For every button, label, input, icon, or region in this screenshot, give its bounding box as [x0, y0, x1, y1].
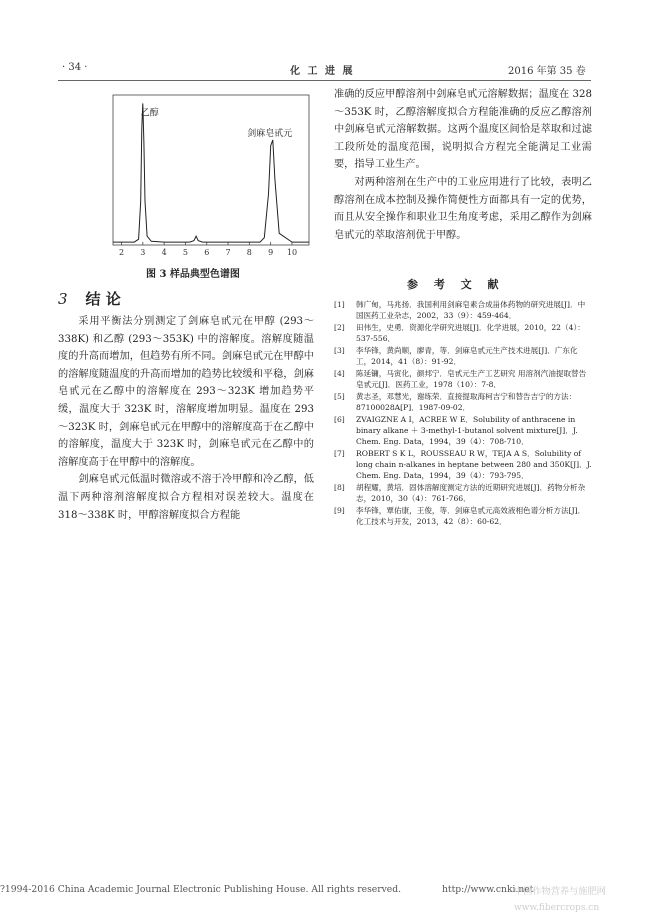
x-tick-label: 5 — [182, 248, 188, 257]
reference-number: [4] — [334, 369, 345, 378]
page-number: · 34 · — [62, 62, 88, 73]
x-tick-label: 3 — [140, 248, 146, 257]
reference-text: 韩广甸，马兆扬．我国利用剑麻皂素合成甾体药物的研究进展[J]．中国医药工业杂志，2002，33（9）：459-464． — [356, 300, 586, 320]
right-column — [334, 86, 592, 244]
reference-text: 陈延镛，马寅化，颜邦宁．皂甙元生产工艺研究 用溶剂汽油提取替告皂甙元[J]．医药工业，1978（10）：7-8． — [356, 369, 587, 389]
chromatogram-trace — [113, 103, 309, 242]
reference-number: [9] — [334, 506, 345, 515]
reference-item — [334, 368, 592, 390]
paragraph: 准确的反应甲醇溶剂中剑麻皂甙元溶解数据；温度在 328～353K 时，乙醇溶解度拟合方程能准确的反应乙醇溶剂中剑麻皂甙元溶解数据。这两个温度区间恰是萃取和过滤工段所处的温度范围，说明拟合方程完全能满足工业需要，指导工业生产。 — [334, 89, 592, 171]
peak-label-ethanol: 乙醇 — [140, 108, 159, 119]
reference-item — [334, 505, 592, 527]
reference-text: ROBERT S K L，ROUSSEAU R W，TEJA A S．Solubility of long chain n-alkanes in heptane between 280 and 350K[J]．J. Chem. Eng. Data，1994，39（4）：793-795． — [356, 449, 592, 480]
reference-number: [5] — [334, 392, 345, 401]
x-tick-label: 7 — [225, 248, 231, 257]
journal-name: 化 工 进 展 — [290, 66, 355, 77]
chromatogram-svg — [103, 93, 316, 257]
paragraph: 对两种溶剂在生产中的工业应用进行了比较，表明乙醇溶剂在成本控制及操作简便性方面都具有一定的优势，而且从安全操作和职业卫生角度考虑，采用乙醇作为剑麻皂甙元的萃取溶剂优于甲醇。 — [334, 176, 592, 241]
reference-item — [334, 345, 592, 367]
reference-item — [334, 482, 592, 504]
reference-item — [334, 299, 592, 321]
reference-list — [334, 299, 592, 528]
watermark-url: www.fibercrops.cn — [514, 903, 600, 913]
reference-text: ZVAIGZNE A I，ACREE W E．Solubility of anthracene in binary alkane ＋ 3-methyl-1-butanol solvent mixture[J]．J. Chem. Eng. Data，1994，39（4）：708-710． — [356, 415, 578, 446]
reference-text: 李华锋，覃佑康，王俊，等．剑麻皂甙元高效液相色谱分析方法[J]．化工技术与开发，2013，42（8）：60-62． — [356, 506, 586, 526]
paragraph: 剑麻皂甙元低温时微溶或不溶于冷甲醇和冷乙醇，低温下两种溶剂溶解度拟合方程相对误差较大。温度在 318～338K 时，甲醇溶解度拟合方程能 — [58, 474, 314, 521]
watermark-text: 中国作物营养与施肥网 — [514, 886, 606, 897]
x-tick-label: 2 — [118, 248, 125, 257]
x-tick-label: 10 — [286, 248, 298, 257]
peak-label-sisalagenin: 剑麻皂甙元 — [247, 128, 293, 139]
reference-text: 黄志圣，邓慧光，谢练荣．直接提取海柯吉宁和替告吉宁的方法：87100028A[P]．1987-09-02． — [356, 392, 577, 412]
x-tick-label: 8 — [246, 248, 252, 257]
references-title: 参 考 文 献 — [407, 278, 505, 291]
reference-number: [2] — [334, 323, 345, 332]
section-title: 结 论 — [85, 290, 121, 308]
section-heading — [58, 288, 121, 309]
reference-item — [334, 448, 592, 481]
reference-text: 胡程耀，黄培．固体溶解度测定方法的近期研究进展[J]．药物分析杂志，2010，30（4）：761-766． — [356, 483, 586, 503]
x-tick-label: 4 — [161, 248, 167, 257]
header-rule — [58, 80, 591, 81]
reference-text: 李华锋，黄尚顺，廖青，等．剑麻皂甙元生产技术进展[J]．广东化工，2014，41（8）：91-92． — [356, 346, 578, 366]
reference-number: [7] — [334, 449, 345, 458]
reference-item — [334, 391, 592, 413]
issue-info: 2016 年第 35 卷 — [508, 66, 586, 77]
left-column — [58, 313, 314, 524]
paragraph: 采用平衡法分别测定了剑麻皂甙元在甲醇 (293～338K) 和乙醇 (293～353K) 中的溶解度。溶解度随温度的升高而增加，但趋势有所不同。剑麻皂甙元在甲醇中的溶解度随温度的升高而增加的趋势比较缓和平稳，剑麻皂甙元在乙醇中的溶解度在 293～323K 增加趋势平缓，温度大于 323K 时，溶解度增加明显。温度在 293～323K 时，剑麻皂甙元在甲醇中的溶解度高于在乙醇中的溶解度，温度大于 323K 时，剑麻皂甙元在乙醇中的溶解度高于在甲醇中的溶解度。 — [58, 316, 314, 468]
chromatogram-figure — [103, 93, 316, 257]
reference-text: 田伟生，史勇．资源化学研究进展[J]．化学进展，2010，22（4）：537-556． — [356, 323, 585, 343]
reference-number: [1] — [334, 300, 345, 309]
reference-number: [6] — [334, 415, 345, 424]
figure-caption: 图 3 样品典型色谱图 — [146, 269, 240, 280]
reference-item — [334, 322, 592, 344]
reference-number: [8] — [334, 483, 345, 492]
reference-item — [334, 414, 592, 447]
x-tick-label: 9 — [268, 248, 274, 257]
reference-number: [3] — [334, 346, 345, 355]
cnki-link[interactable]: http://www.cnki.net — [442, 884, 534, 895]
section-number: 3 — [58, 290, 68, 308]
copyright-notice: ?1994-2016 China Academic Journal Electronic Publishing House. All rights reserved. — [0, 884, 402, 895]
x-tick-label: 6 — [204, 248, 210, 257]
